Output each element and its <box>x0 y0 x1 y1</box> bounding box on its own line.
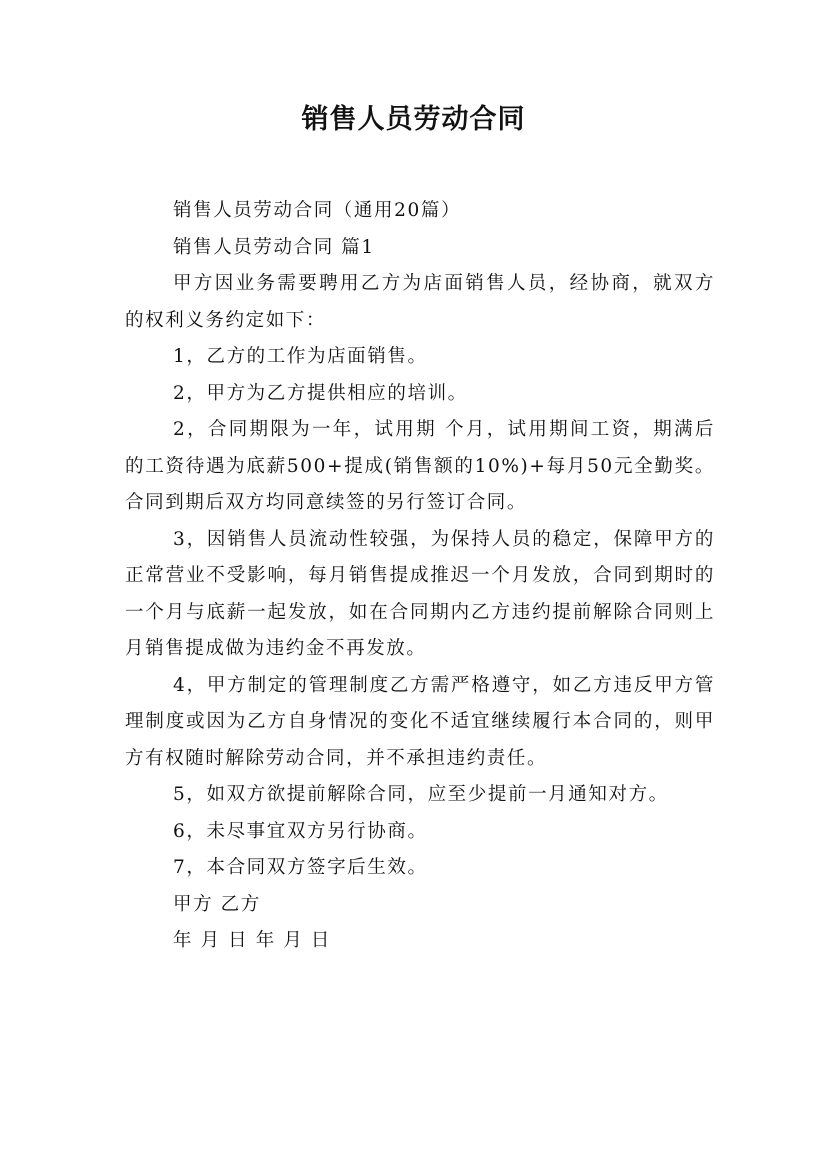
signature-parties: 甲方 乙方 <box>173 893 261 915</box>
paragraph-section-heading: 销售人员劳动合同 篇1 <box>173 236 375 258</box>
paragraph-intro: 甲方因业务需要聘用乙方为店面销售人员，经协商，就双方的权利义务约定如下： <box>125 273 715 331</box>
document-body <box>125 193 715 960</box>
paragraph-subtitle: 销售人员劳动合同（通用20篇） <box>173 200 462 221</box>
paragraph-clause-6: 6，未尽事宜双方另行协商。 <box>173 820 428 842</box>
paragraph-clause-1: 1，乙方的工作为店面销售。 <box>173 346 428 367</box>
signature-dates: 年 月 日 年 月 日 <box>173 930 332 951</box>
paragraph-clause-3: 3，因销售人员流动性较强，为保持人员的稳定，保障甲方的正常营业不受影响，每月销售提成推迟一个月发放，合同到期时的一个月与底薪一起发放，如在合同期内乙方违约提前解除合同则上月销售提成做为违约金不再发放。 <box>125 528 715 659</box>
paragraph-clause-5: 5，如双方欲提前解除合同，应至少提前一月通知对方。 <box>173 784 669 805</box>
paragraph-clause-4: 4，甲方制定的管理制度乙方需严格遵守，如乙方违反甲方管理制度或因为乙方自身情况的变化不适宜继续履行本合同的，则甲方有权随时解除劳动合同，并不承担违约责任。 <box>125 674 715 769</box>
paragraph-clause-2a: 2，甲方为乙方提供相应的培训。 <box>173 382 468 404</box>
paragraph-clause-2b: 2，合同期限为一年，试用期 个月，试用期间工资，期满后的工资待遇为底薪500+提成(销售额的10%)+每月50元全勤奖。合同到期后双方均同意续签的另行签订合同。 <box>125 419 715 513</box>
document-title: 销售人员劳动合同 <box>301 104 526 135</box>
paragraph-clause-7: 7，本合同双方签字后生效。 <box>173 857 428 878</box>
